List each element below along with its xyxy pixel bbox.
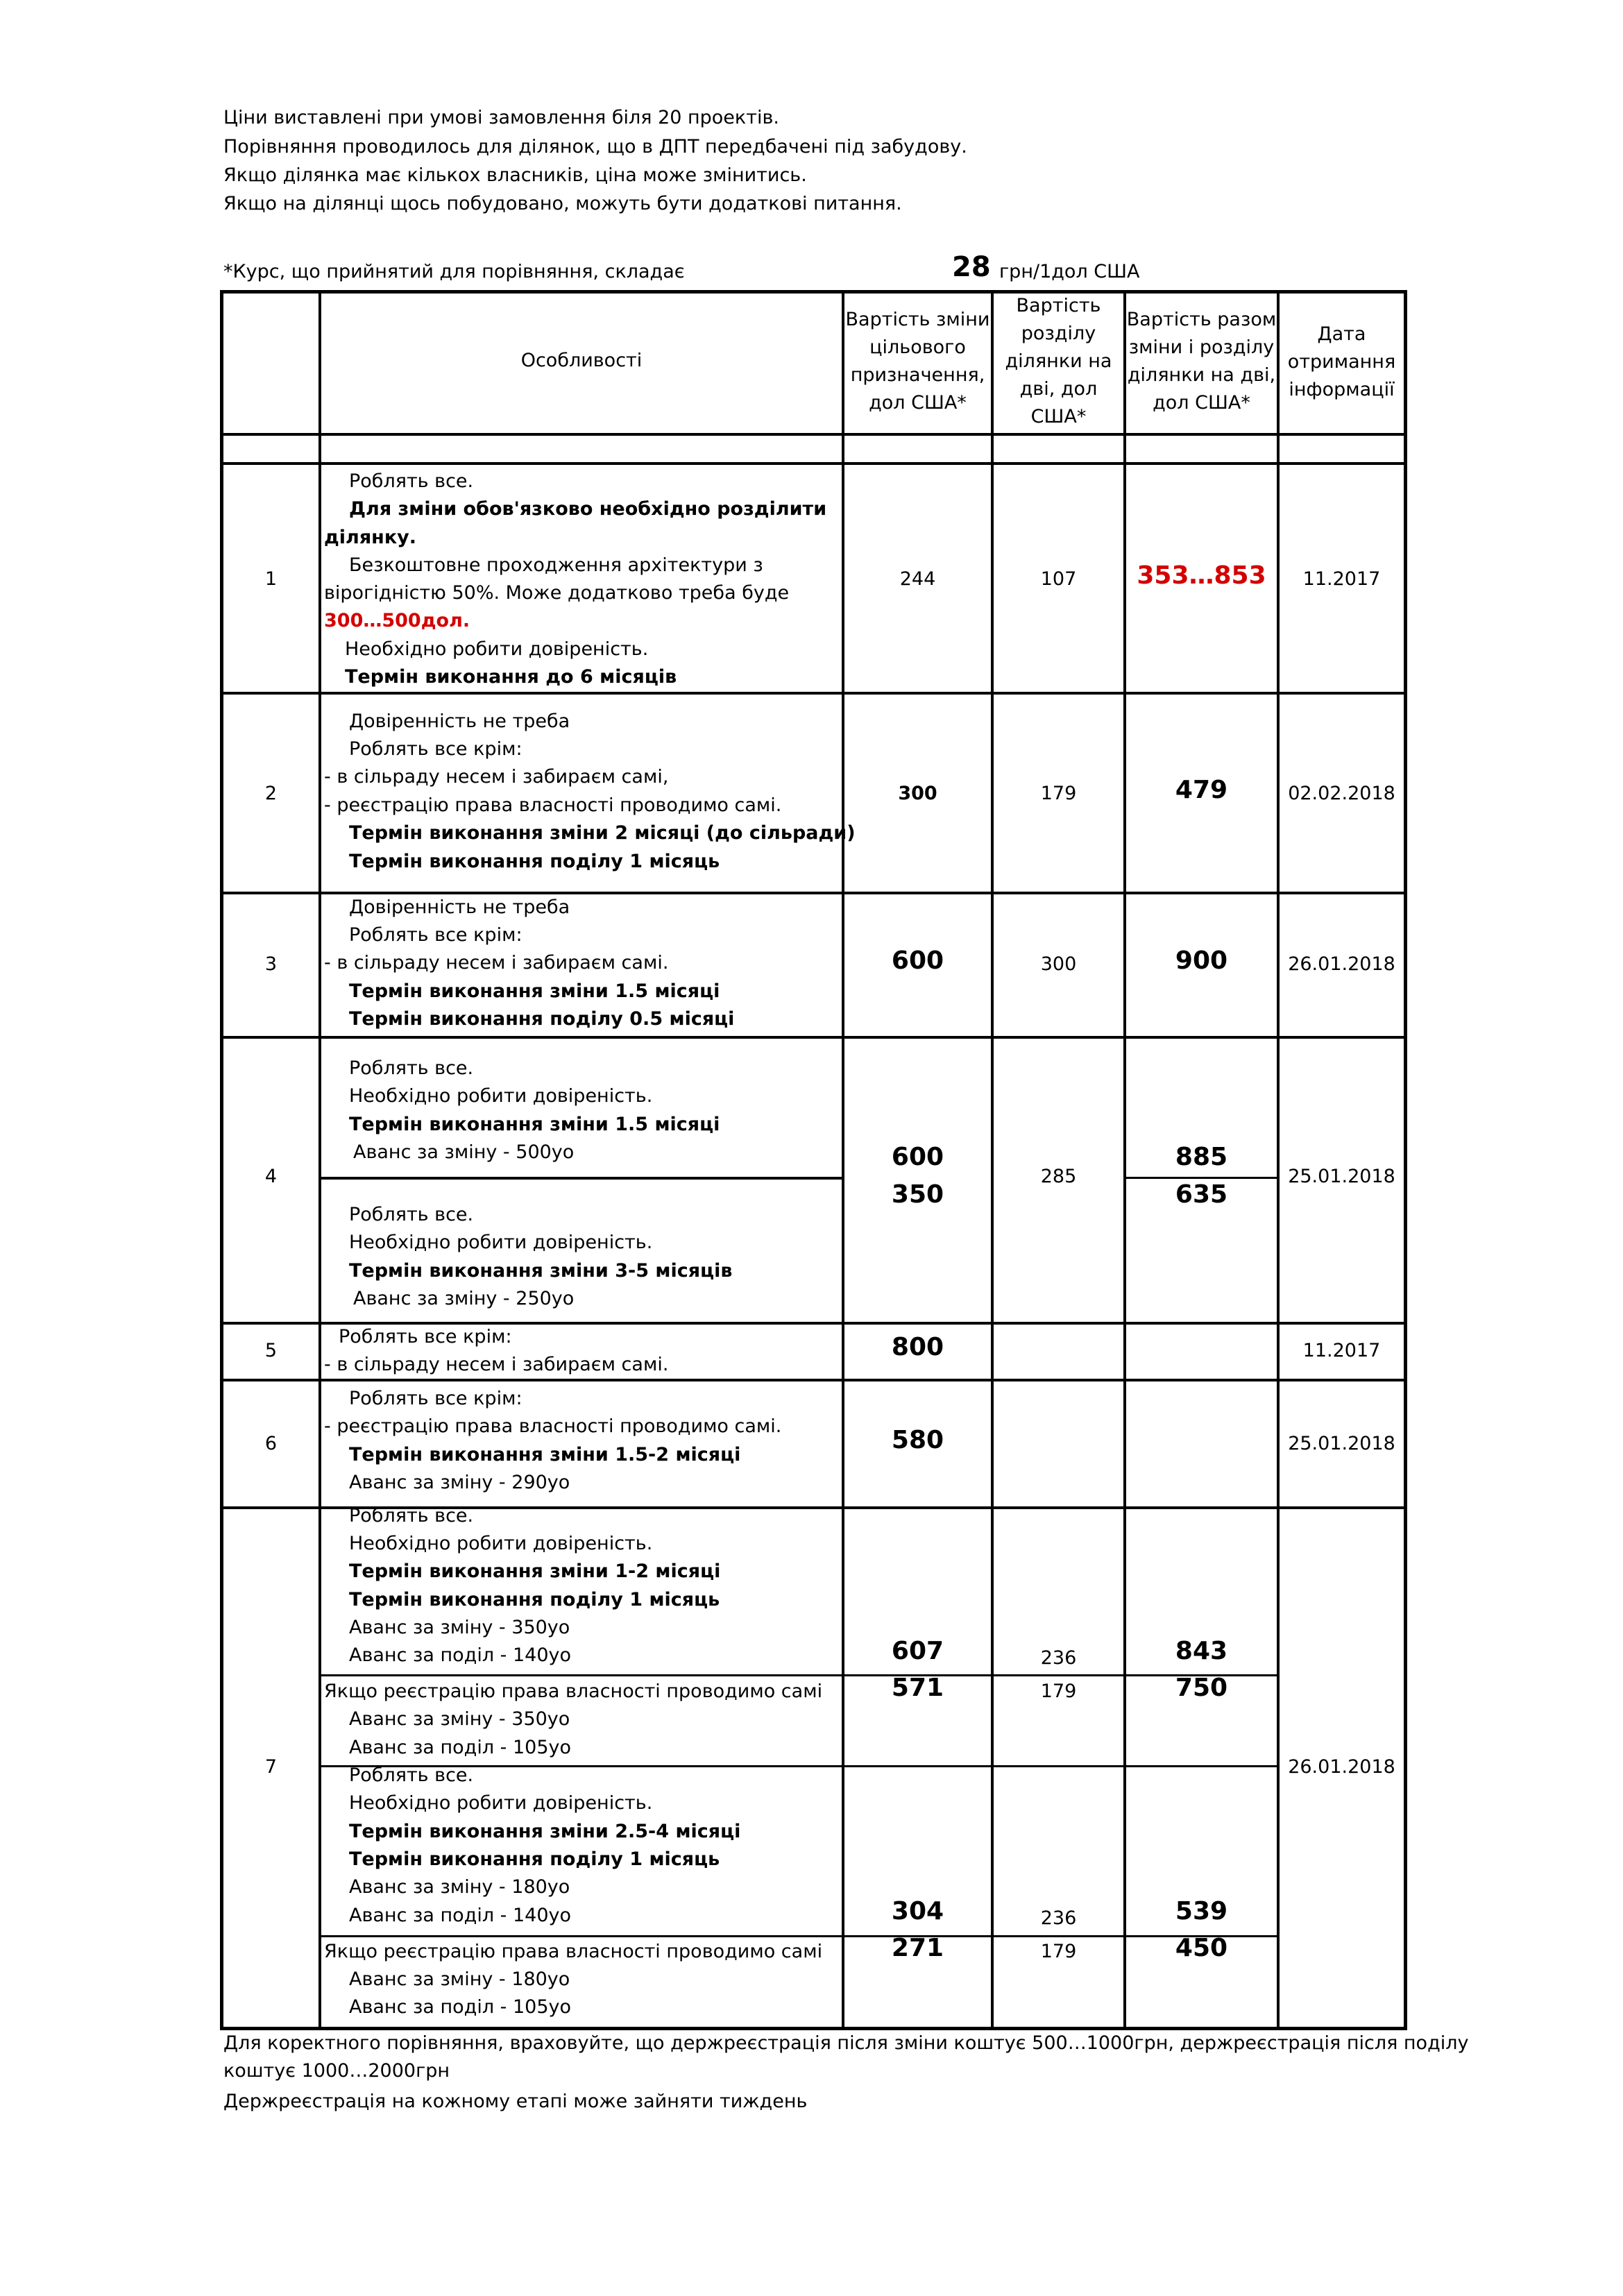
feature-line: Аванс за зміну - 500уо — [353, 1141, 575, 1163]
header-change: Вартість зміни цільового призначення, дол США* — [845, 309, 990, 414]
change-price: 600 — [891, 1143, 944, 1171]
info-date: 25.01.2018 — [1288, 1433, 1395, 1454]
total-price: 885 — [1175, 1143, 1228, 1171]
feature-line: Термін виконання до 6 місяців — [345, 666, 677, 688]
info-date: 11.2017 — [1302, 568, 1381, 590]
split-price: 107 — [1040, 568, 1077, 590]
feature-line: - реєстрацію права власності проводимо самі. — [324, 1415, 782, 1437]
feature-line: Роблять все. — [349, 1204, 474, 1225]
header-date: Дата отримання інформації — [1287, 323, 1396, 400]
total-price: 450 — [1175, 1934, 1228, 1962]
info-date: 02.02.2018 — [1288, 783, 1395, 804]
feature-line: Аванс за зміну - 180уо — [349, 1876, 570, 1898]
feature-line: Аванс за поділ - 105уо — [349, 1737, 572, 1758]
feature-line: Роблять все крім: — [339, 1326, 512, 1347]
header-total: Вартість разом зміни і розділу ділянки на дві, дол США* — [1126, 309, 1277, 414]
feature-line: Термін виконання зміни 1.5 місяці — [349, 980, 720, 1002]
feature-line: Термін виконання зміни 1.5 місяці — [349, 1114, 720, 1135]
note-line: Порівняння проводилось для ділянок, що в ДПТ передбачені під забудову. — [223, 136, 967, 158]
feature-line: Аванс за поділ - 140уо — [349, 1905, 572, 1926]
feature-line: Термін виконання зміни 3-5 місяців — [349, 1260, 733, 1282]
change-price: 271 — [891, 1934, 944, 1962]
feature-line: Роблять все крім: — [349, 1388, 522, 1409]
footer-note: Для коректного порівняння, враховуйте, що держреєстрація після зміни коштує 500…1000грн, держреєстрація після поділу — [223, 2032, 1469, 2054]
feature-line: Аванс за поділ - 140уо — [349, 1644, 572, 1666]
feature-line: Аванс за поділ - 105уо — [349, 1996, 572, 2018]
feature-line: Термін виконання зміни 1.5-2 місяці — [349, 1444, 741, 1465]
feature-line: - в сільраду несем і забираєм самі. — [324, 952, 669, 973]
total-price: 353…853 — [1137, 561, 1266, 590]
rate-unit: грн/1дол США — [999, 261, 1140, 282]
row-number: 5 — [264, 1340, 278, 1361]
feature-line: Якщо реєстрацію права власності проводимо самі — [324, 1941, 823, 1962]
total-price: 900 — [1175, 946, 1228, 975]
info-date: 26.01.2018 — [1288, 1756, 1395, 1778]
total-price: 539 — [1175, 1897, 1228, 1925]
feature-line: Термін виконання поділу 1 місяць — [349, 1589, 720, 1610]
change-price: 571 — [891, 1674, 944, 1702]
row-number: 2 — [264, 783, 278, 804]
change-price: 300 — [898, 783, 937, 804]
feature-line: Для зміни обов'язково необхідно розділити — [349, 498, 827, 520]
feature-line: Якщо реєстрацію права власності проводимо самі — [324, 1681, 823, 1702]
header-split: Вартість розділу ділянки на дві, дол США* — [1005, 295, 1112, 427]
row-number: 4 — [264, 1166, 278, 1187]
feature-line: Термін виконання зміни 2 місяці (до сільради) — [349, 822, 856, 844]
feature-line: Аванс за зміну - 180уо — [349, 1968, 570, 1990]
split-price: 300 — [1040, 953, 1077, 975]
split-price: 236 — [1040, 1907, 1077, 1929]
feature-line: Аванс за зміну - 350уо — [349, 1617, 570, 1638]
total-price: 843 — [1175, 1637, 1228, 1665]
feature-line: Аванс за зміну - 290уо — [349, 1472, 570, 1493]
note-line: Якщо ділянка має кількох власників, ціна може змінитись. — [223, 164, 807, 186]
rate-label: *Курс, що прийнятий для порівняння, складає — [223, 261, 685, 282]
rate-value: 28 — [952, 251, 991, 283]
header-features: Особливості — [520, 350, 643, 371]
split-price: 285 — [1040, 1166, 1077, 1187]
feature-line: - в сільраду несем і забираєм самі, — [324, 766, 669, 788]
feature-line: Аванс за зміну - 250уо — [353, 1288, 575, 1309]
feature-line: Довіренність не треба — [349, 896, 570, 918]
feature-line: Термін виконання поділу 1 місяць — [349, 1848, 720, 1870]
change-price: 800 — [891, 1333, 944, 1361]
feature-line: Роблять все. — [349, 1764, 474, 1786]
feature-line: Роблять все. — [349, 1057, 474, 1079]
split-price: 179 — [1040, 1681, 1077, 1702]
feature-line: Термін виконання зміни 2.5-4 місяці — [349, 1821, 741, 1842]
feature-line: Термін виконання зміни 1-2 місяці — [349, 1561, 721, 1582]
footer-note: Держреєстрація на кожному етапі може зайняти тиждень — [223, 2091, 808, 2112]
feature-line: Роблять все. — [349, 470, 474, 492]
feature-line: Роблять все. — [349, 1505, 474, 1527]
total-price: 635 — [1175, 1180, 1228, 1209]
feature-line: - в сільраду несем і забираєм самі. — [324, 1354, 669, 1375]
feature-line: ділянку. — [324, 527, 417, 548]
feature-line: Безкоштовне проходження архітектури з — [349, 554, 763, 576]
split-price: 179 — [1040, 1941, 1077, 1962]
change-price: 600 — [891, 946, 944, 975]
feature-line: Аванс за зміну - 350уо — [349, 1708, 570, 1730]
note-line: Ціни виставлені при умові замовлення біля 20 проектів. — [223, 107, 779, 128]
info-date: 26.01.2018 — [1288, 953, 1395, 975]
feature-line: Необхідно робити довіреність. — [345, 638, 649, 660]
info-date: 25.01.2018 — [1288, 1166, 1395, 1187]
feature-line: Необхідно робити довіреність. — [349, 1232, 653, 1253]
split-price: 236 — [1040, 1647, 1077, 1669]
feature-line: Термін виконання поділу 1 місяць — [349, 851, 720, 872]
footer-note: коштує 1000…2000грн — [223, 2060, 450, 2082]
total-price: 479 — [1175, 776, 1228, 804]
feature-line: 300…500дол. — [324, 610, 470, 631]
feature-line: Необхідно робити довіреність. — [349, 1085, 653, 1107]
row-number: 3 — [264, 953, 278, 975]
change-price: 580 — [891, 1426, 944, 1454]
feature-line: Необхідно робити довіреність. — [349, 1533, 653, 1554]
change-price: 607 — [891, 1637, 944, 1665]
feature-line: Роблять все крім: — [349, 924, 522, 946]
feature-line: Довіренність не треба — [349, 711, 570, 732]
row-number: 1 — [264, 568, 278, 590]
split-price: 179 — [1040, 783, 1077, 804]
feature-line: Роблять все крім: — [349, 738, 522, 760]
row-number: 6 — [264, 1433, 278, 1454]
row-number: 7 — [264, 1756, 278, 1778]
feature-line: вірогідністю 50%. Може додатково треба буде — [324, 582, 790, 604]
feature-line: Термін виконання поділу 0.5 місяці — [349, 1008, 735, 1030]
feature-line: - реєстрацію права власності проводимо самі. — [324, 794, 782, 816]
note-line: Якщо на ділянці щось побудовано, можуть бути додаткові питання. — [223, 193, 902, 214]
change-price: 350 — [891, 1180, 944, 1209]
change-price: 244 — [899, 568, 936, 590]
feature-line: Необхідно робити довіреність. — [349, 1792, 653, 1814]
info-date: 11.2017 — [1302, 1340, 1381, 1361]
total-price: 750 — [1175, 1674, 1228, 1702]
change-price: 304 — [891, 1897, 944, 1925]
